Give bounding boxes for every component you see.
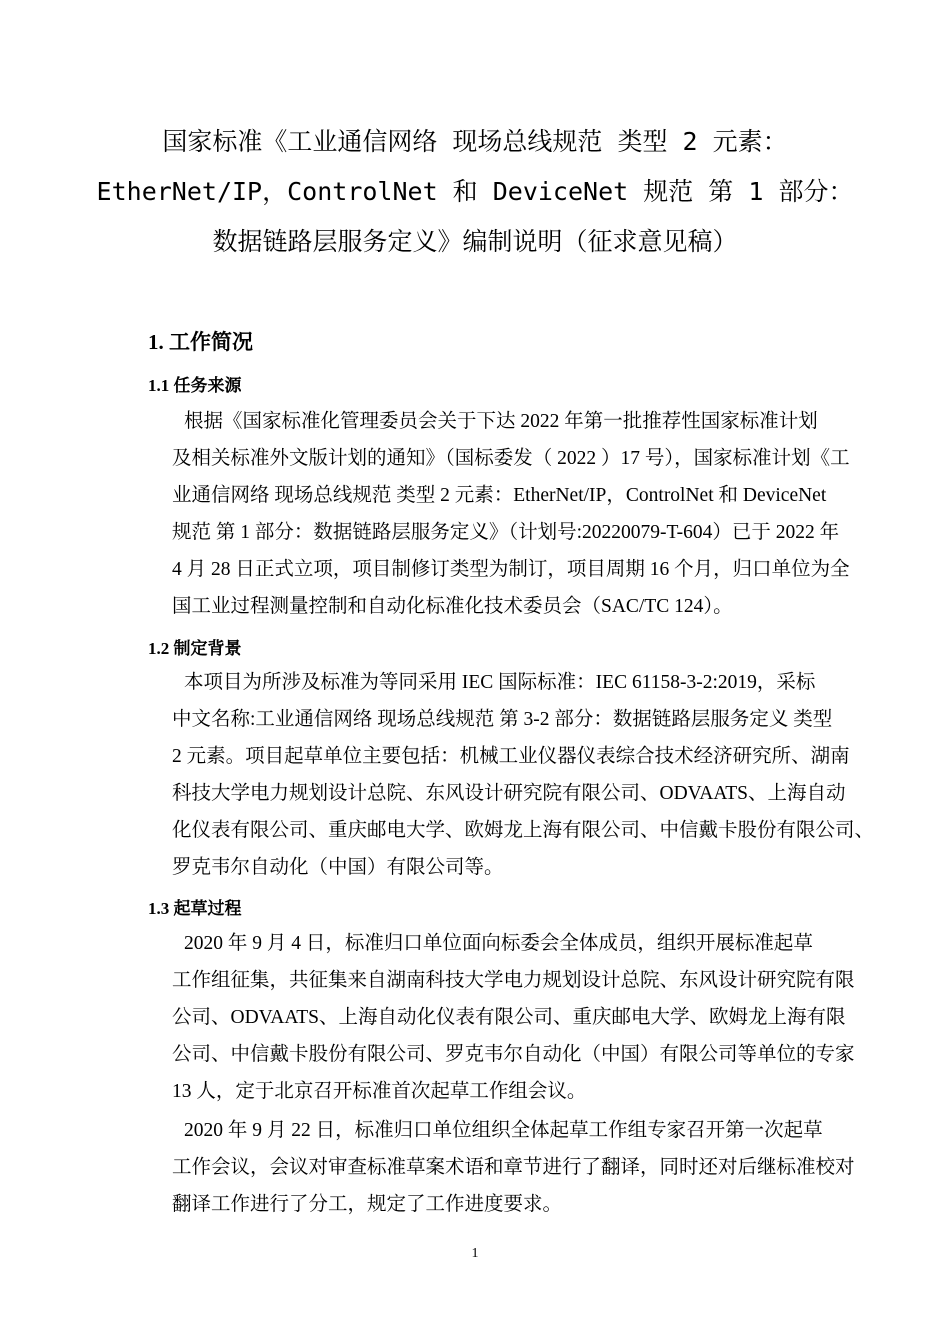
page-number: 1 bbox=[471, 1246, 479, 1261]
text-line: 2020 年 9 月 4 日，标准归口单位面向标委会全体成员，组织开展标准起草 bbox=[184, 933, 813, 954]
paragraph-drafting-1 bbox=[172, 925, 855, 1110]
text-line: 根据《国家标准化管理委员会关于下达 2022 年第一批推荐性国家标准计划 bbox=[184, 411, 818, 432]
paragraph-background bbox=[172, 664, 875, 886]
text-line: 及相关标准外文版计划的通知》（国标委发（ 2022 ）17 号），国家标准计划《工 bbox=[172, 448, 850, 469]
text-line: 中文名称:工业通信网络 现场总线规范 第 3-2 部分：数据链路层服务定义 类型 bbox=[172, 709, 833, 730]
text-line: 翻译工作进行了分工，规定了工作进度要求。 bbox=[172, 1194, 563, 1215]
text-line: 公司、中信戴卡股份有限公司、罗克韦尔自动化（中国）有限公司等单位的专家 bbox=[172, 1044, 855, 1065]
text-line: 科技大学电力规划设计总院、东风设计研究院有限公司、ODVAATS、上海自动 bbox=[172, 783, 846, 804]
text-line: 2020 年 9 月 22 日，标准归口单位组织全体起草工作组专家召开第一次起草 bbox=[184, 1120, 823, 1141]
text-line: 本项目为所涉及标准为等同采用 IEC 国际标准：IEC 61158-3-2:2019，采标 bbox=[184, 672, 816, 693]
text-line: 公司、ODVAATS、上海自动化仪表有限公司、重庆邮电大学、欧姆龙上海有限 bbox=[172, 1007, 846, 1028]
text-line: 13 人，定于北京召开标准首次起草工作组会议。 bbox=[172, 1081, 587, 1102]
document-title-line-2: EtherNet/IP，ControlNet 和 DeviceNet 规范 第 1 部分： bbox=[96, 177, 854, 206]
section-heading-1-3: 1.3 起草过程 bbox=[148, 899, 242, 918]
text-line: 业通信网络 现场总线规范 类型 2 元素：EtherNet/IP，ControlNet 和 DeviceNet bbox=[172, 485, 827, 506]
text-line: 工作会议，会议对审查标准草案术语和章节进行了翻译，同时还对后继标准校对 bbox=[172, 1157, 855, 1178]
document-title-line-3: 数据链路层服务定义》编制说明（征求意见稿） bbox=[212, 227, 738, 256]
section-heading-1-1: 1.1 任务来源 bbox=[148, 376, 242, 395]
text-line: 工作组征集，共征集来自湖南科技大学电力规划设计总院、东风设计研究院有限 bbox=[172, 970, 855, 991]
paragraph-drafting-2 bbox=[172, 1112, 855, 1223]
text-line: 4 月 28 日正式立项，项目制修订类型为制订，项目周期 16 个月，归口单位为全 bbox=[172, 559, 850, 580]
text-line: 罗克韦尔自动化（中国）有限公司等。 bbox=[172, 857, 504, 878]
text-line: 化仪表有限公司、重庆邮电大学、欧姆龙上海有限公司、中信戴卡股份有限公司、 bbox=[172, 820, 875, 841]
section-heading-1-2: 1.2 制定背景 bbox=[148, 639, 242, 658]
document-title-line-1: 国家标准《工业通信网络 现场总线规范 类型 2 元素： bbox=[162, 127, 788, 156]
section-heading-1: 1. 工作简况 bbox=[148, 330, 253, 354]
paragraph-task-source bbox=[172, 403, 850, 625]
text-line: 规范 第 1 部分：数据链路层服务定义》（计划号:20220079-T-604）已于 2022 年 bbox=[172, 522, 840, 543]
text-line: 国工业过程测量控制和自动化标准化技术委员会（SAC/TC 124）。 bbox=[172, 596, 733, 617]
text-line: 2 元素。项目起草单位主要包括：机械工业仪器仪表综合技术经济研究所、湖南 bbox=[172, 746, 850, 767]
